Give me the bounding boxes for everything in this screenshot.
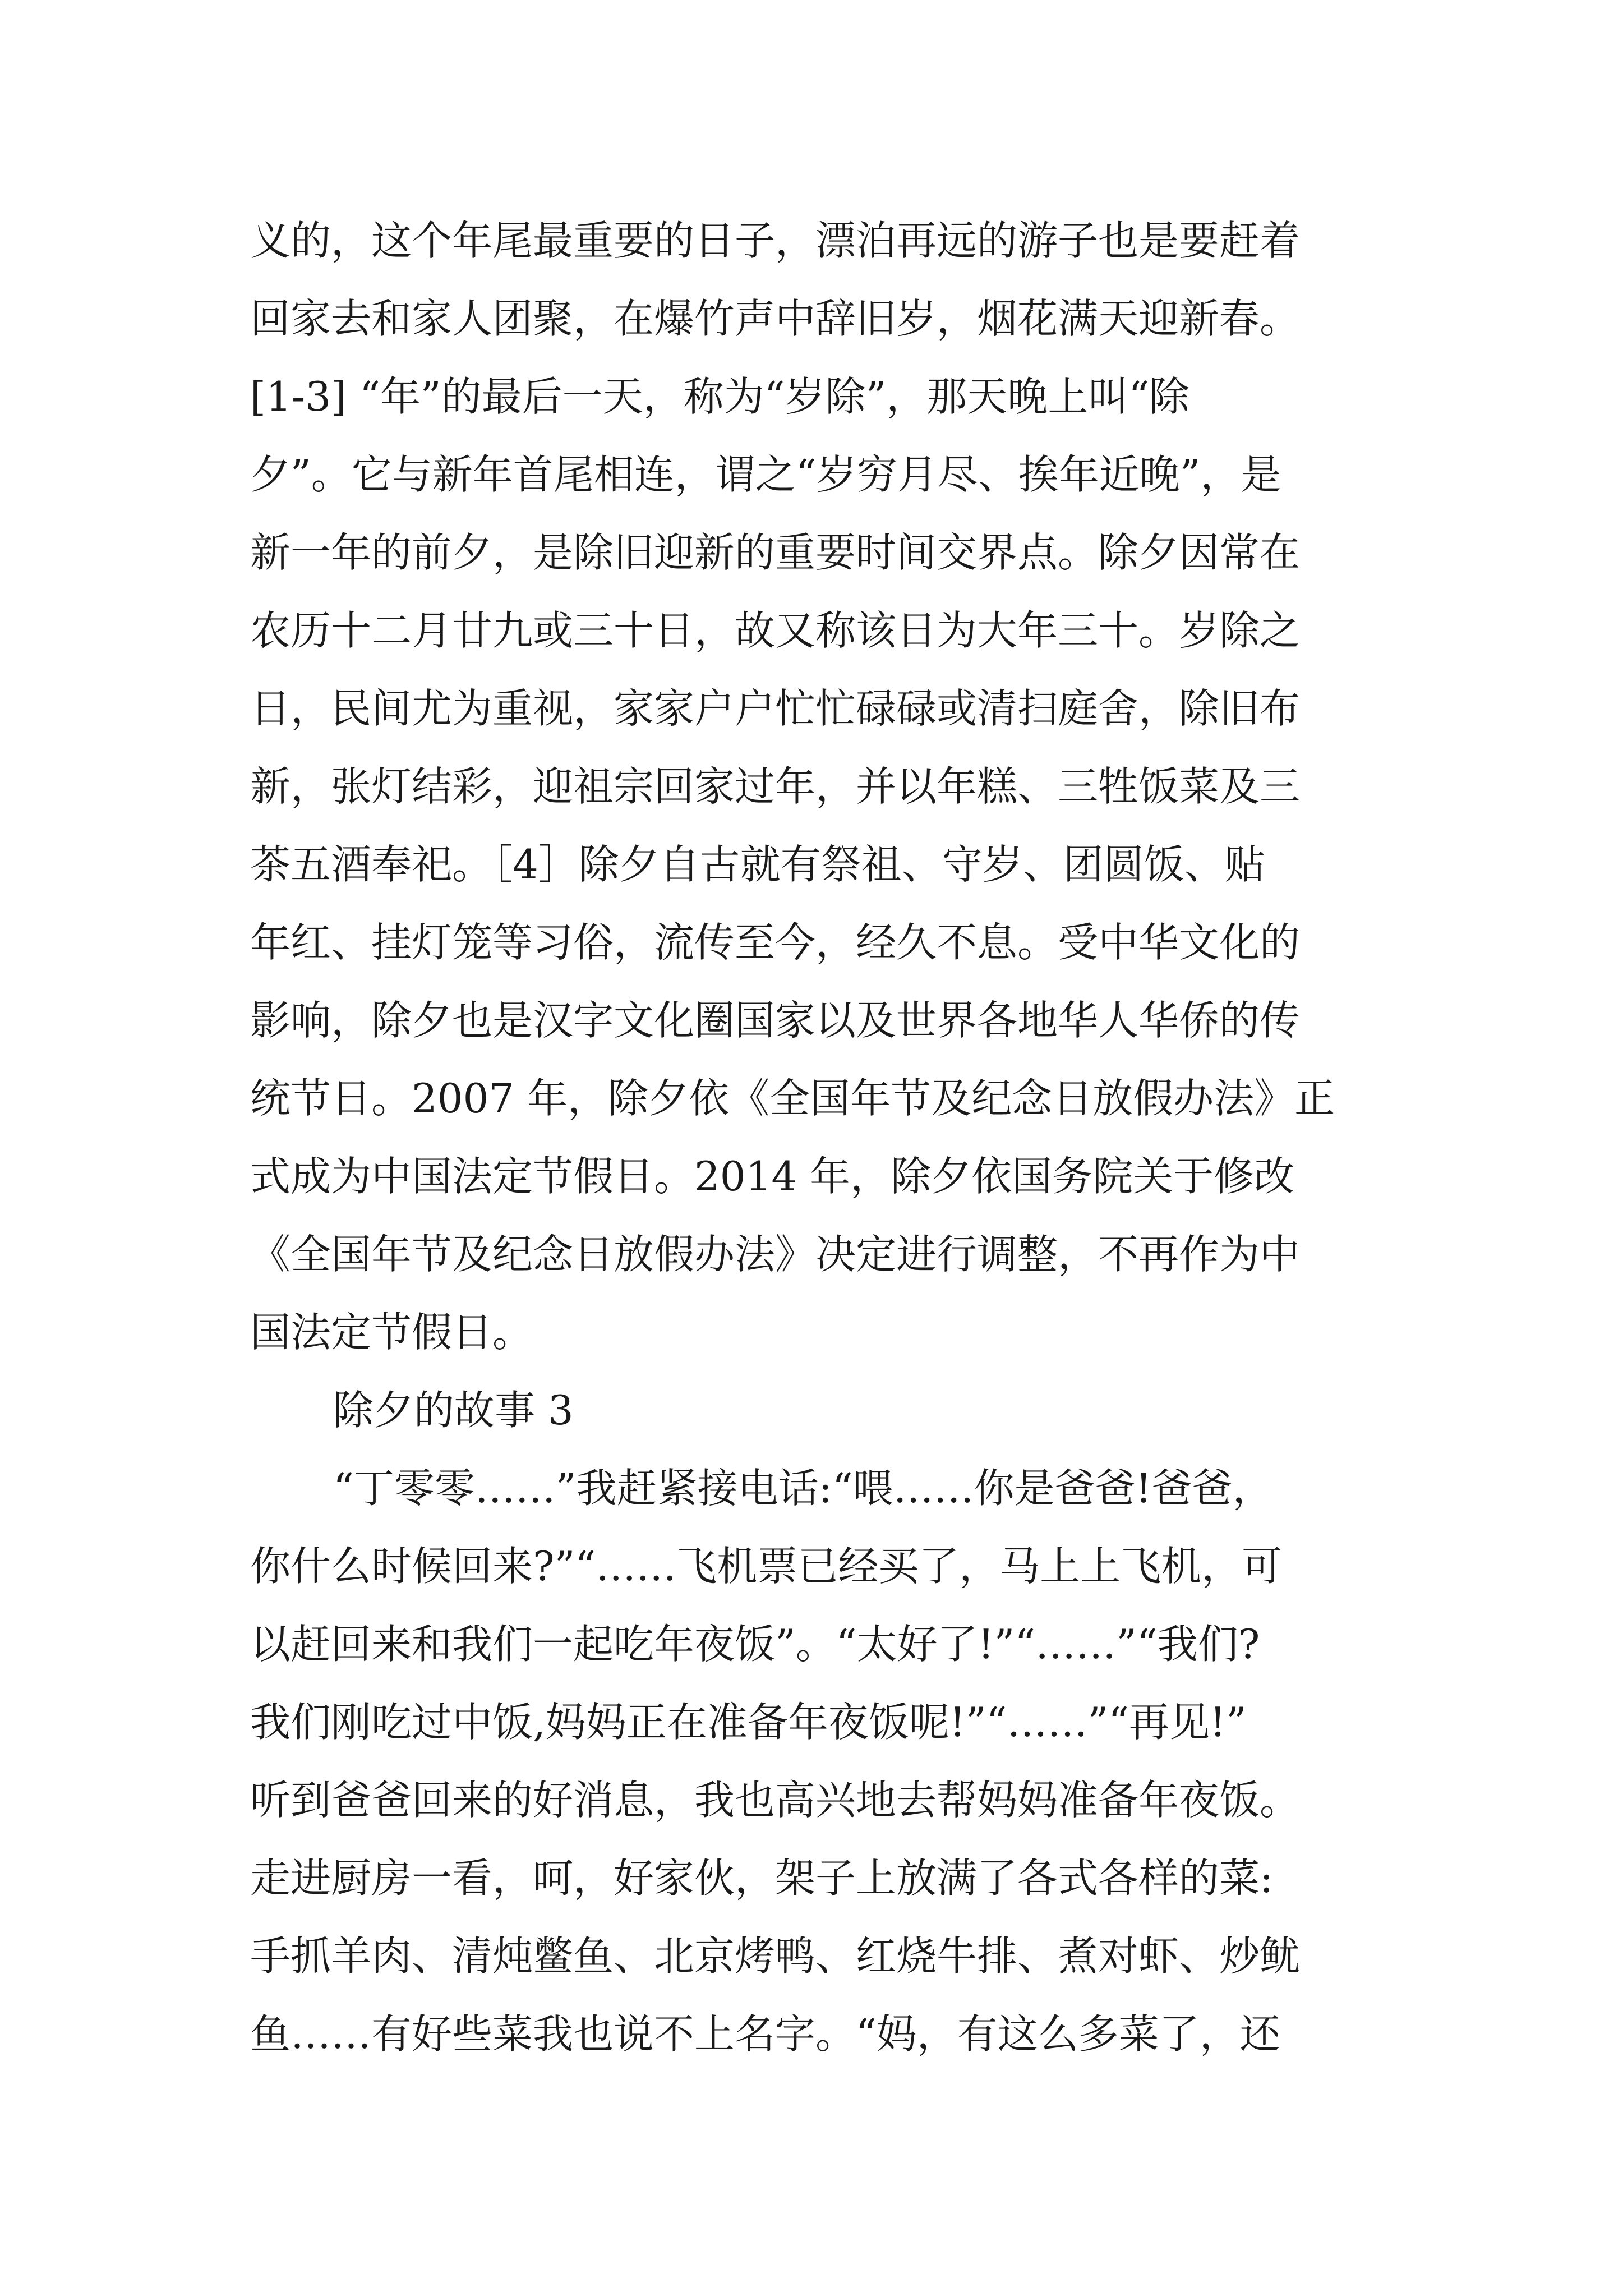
paragraph-line: 义的，这个年尾最重要的日子，漂泊再远的游子也是要赶着 bbox=[250, 217, 1301, 264]
paragraph-line: 你什么时候回来?”“……飞机票已经买了，马上上飞机，可 bbox=[250, 1543, 1283, 1590]
paragraph-line: 我们刚吃过中饭,妈妈正在准备年夜饭呢!”“……”“再见!” bbox=[250, 1699, 1247, 1746]
paragraph-line: 国法定节假日。 bbox=[250, 1309, 533, 1356]
paragraph-line: 茶五酒奉祀。［4］除夕自古就有祭祖、守岁、团圆饭、贴 bbox=[250, 841, 1265, 888]
paragraph-line: 走进厨房一看，呵，好家伙，架子上放满了各式各样的菜: bbox=[250, 1855, 1274, 1902]
paragraph-line: [1-3] “年”的最后一天，称为“岁除”，那天晚上叫“除 bbox=[250, 373, 1190, 420]
paragraph-line: 以赶回来和我们一起吃年夜饭”。“太好了!”“……”“我们? bbox=[250, 1621, 1260, 1668]
paragraph-line: 听到爸爸回来的好消息，我也高兴地去帮妈妈准备年夜饭。 bbox=[250, 1777, 1301, 1824]
paragraph-line: 手抓羊肉、清炖鳖鱼、北京烤鸭、红烧牛排、煮对虾、炒鱿 bbox=[250, 1932, 1301, 1980]
paragraph-line: 式成为中国法定节假日。2014 年，除夕依国务院关于修改 bbox=[250, 1153, 1295, 1200]
paragraph-line: 回家去和家人团聚，在爆竹声中辞旧岁，烟花满天迎新春。 bbox=[250, 295, 1301, 342]
paragraph-line: 年红、挂灯笼等习俗，流传至今，经久不息。受中华文化的 bbox=[250, 919, 1301, 966]
paragraph-line: 夕”。它与新年首尾相连，谓之“岁穷月尽、挨年近晚”，是 bbox=[250, 451, 1281, 498]
paragraph-line: 新一年的前夕，是除旧迎新的重要时间交界点。除夕因常在 bbox=[250, 529, 1301, 576]
document-body bbox=[250, 202, 1405, 2073]
paragraph-line: 统节日。2007 年，除夕依《全国年节及纪念日放假办法》正 bbox=[250, 1075, 1335, 1122]
paragraph-line: 影响，除夕也是汉字文化圈国家以及世界各地华人华侨的传 bbox=[250, 997, 1301, 1044]
paragraph-line: 鱼……有好些菜我也说不上名字。“妈，有这么多菜了，还 bbox=[250, 2010, 1280, 2058]
paragraph-line: 农历十二月廿九或三十日，故又称该日为大年三十。岁除之 bbox=[250, 607, 1301, 654]
section-heading: 除夕的故事 3 bbox=[333, 1387, 574, 1434]
paragraph-line: 《全国年节及纪念日放假办法》决定进行调整，不再作为中 bbox=[250, 1231, 1301, 1278]
paragraph-line: 新，张灯结彩，迎祖宗回家过年，并以年糕、三牲饭菜及三 bbox=[250, 763, 1301, 810]
paragraph-line: 日，民间尤为重视，家家户户忙忙碌碌或清扫庭舍，除旧布 bbox=[250, 685, 1301, 732]
paragraph-line: “丁零零……”我赶紧接电话:“喂……你是爸爸!爸爸， bbox=[333, 1465, 1273, 1512]
